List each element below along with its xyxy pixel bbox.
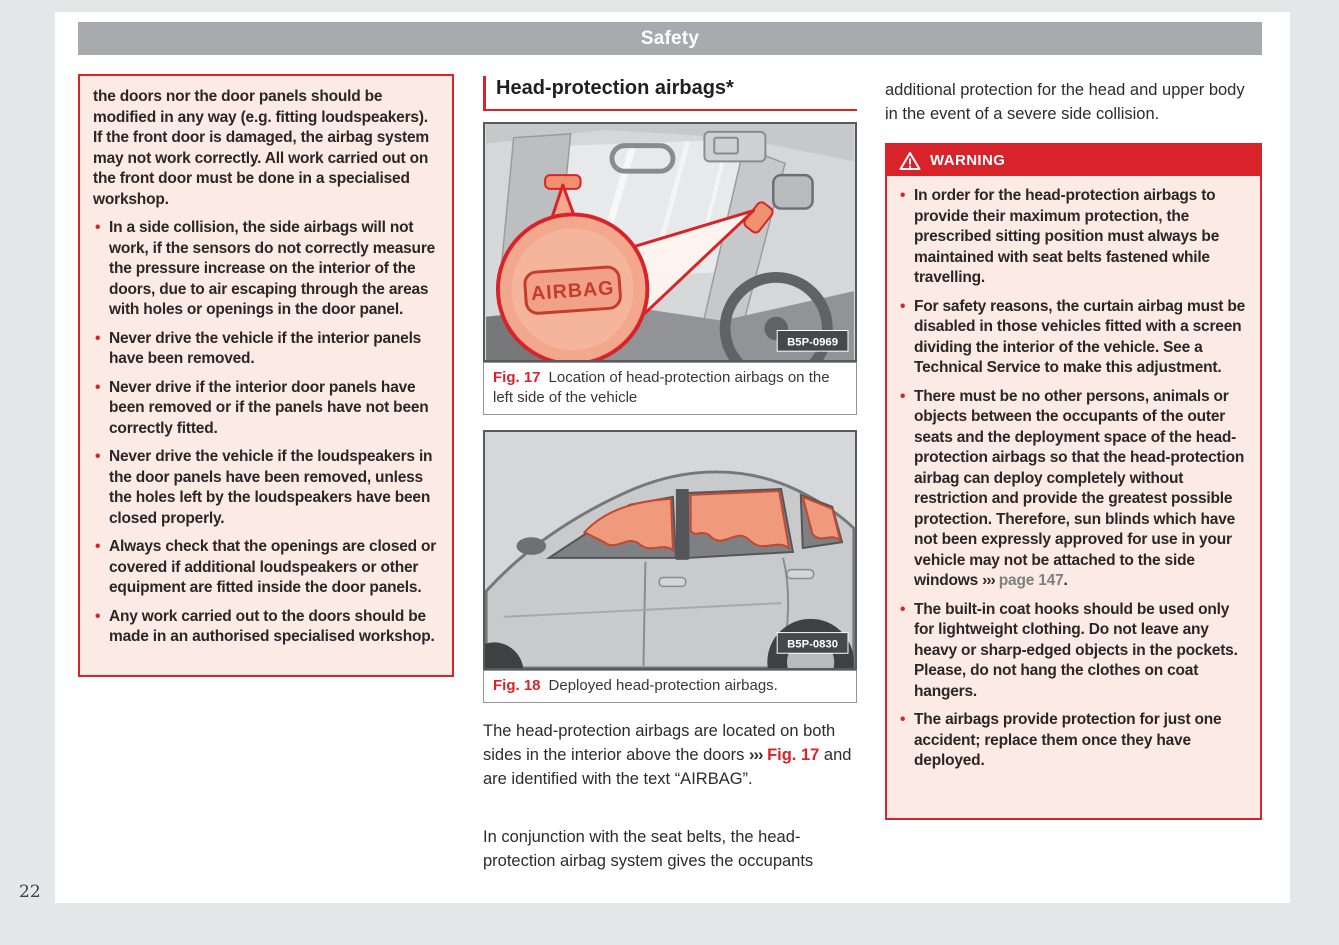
warning-bullet: • Never drive if the interior door panels have been removed or if the panels have not been correctly fitted. [93, 378, 439, 440]
figure-18-caption [483, 670, 857, 703]
warning-bullet: • Any work carried out to the doors should be made in an authorised specialised workshop. [93, 607, 439, 648]
warning-bullet: • In a side collision, the side airbags will not work, if the sensors do not correctly measure the pressure increase on the interior of the doors, due to air escaping through the areas with holes or openings in the door panel. [93, 218, 439, 321]
figure-caption-text: Deployed head-protection airbags. [548, 677, 778, 694]
figure-label: Fig. 17 [493, 369, 541, 386]
warning-icon [899, 151, 921, 171]
warning-body [887, 176, 1260, 790]
cross-ref-arrows: ››› [982, 572, 995, 589]
image-code: B5P-0830 [787, 638, 839, 651]
figure-17-caption [483, 362, 857, 415]
warning-bullet: • Never drive the vehicle if the loudspeakers in the door panels have been removed, unless the holes left by the loudspeakers have been closed properly. [93, 447, 439, 529]
figure-17-image [483, 122, 857, 362]
figure-18-image [483, 430, 857, 670]
warning-header [887, 145, 1260, 176]
figure-18 [483, 430, 857, 703]
page-number: 22 [19, 882, 41, 902]
section-header-bar [78, 22, 1262, 55]
paragraph-text: and are identified with the text “AIRBAG”. [483, 746, 852, 788]
warning-bullet: • Always check that the openings are closed or covered if additional loudspeakers or other equipment are fitted inside the door panels. [93, 537, 439, 599]
figure-label: Fig. 18 [493, 677, 541, 694]
body-paragraph [483, 719, 859, 791]
body-paragraph: In conjunction with the seat belts, the head-protection airbag system gives the occupants [483, 828, 814, 870]
page-title: Head-protection airbags* [483, 76, 857, 111]
figure-reference: Fig. 17 [762, 746, 820, 764]
body-paragraph: additional protection for the head and upper body in the event of a severe side collision. [885, 81, 1245, 123]
rearview-mirror [773, 175, 812, 208]
warning-bullet [898, 387, 1249, 592]
b-pillar [676, 489, 689, 560]
cross-ref-arrows: ››› [749, 746, 763, 764]
paragraph-text: The head-protection airbags are located on both sides in the interior above the doors [483, 722, 836, 764]
warning-bullet: • For safety reasons, the curtain airbag must be disabled in those vehicles fitted with a screen dividing the interior of the vehicle. See a Technical Service to make this adjustment. [898, 297, 1249, 379]
warning-title: WARNING [930, 152, 1006, 169]
warning-bullet: • The airbags provide protection for just one accident; replace them once they have deployed. [898, 710, 1249, 772]
warning-bullet: • Never drive the vehicle if the interior panels have been removed. [93, 329, 439, 370]
left-warning-box [78, 74, 454, 677]
figure-17 [483, 122, 857, 415]
airbag-label: AIRBAG [530, 277, 616, 305]
door-handle [787, 570, 814, 579]
image-code: B5P-0969 [787, 336, 839, 349]
section-title: Safety [640, 27, 700, 49]
figure-caption-text: Location of head-protection airbags on the left side of the vehicle [493, 369, 830, 406]
page-reference: page 147 [994, 572, 1064, 589]
warning-bullet: • The built-in coat hooks should be used only for lightweight clothing. Do not leave any heavy or sharp-edged objects in the pockets. Please, do not hang the clothes on coat hangers. [898, 600, 1249, 703]
side-mirror [517, 537, 547, 555]
warning-bullet: • In order for the head-protection airbags to provide their maximum protection, the prescribed sitting position must always be maintained with seat belts fastened while travelling. [898, 186, 1249, 289]
warning-continuation-text: the doors nor the door panels should be modified in any way (e.g. fitting loudspeakers). If the front door is damaged, the airbag system may not work correctly. All work carried out on the front door must be done in a specialised workshop. [93, 88, 429, 208]
warning-bullet-text: There must be no other persons, animals or objects between the occupants of the outer seats and the deployment space of the head-protection airbags so that the head-protection airbag can deploy completely without restriction and provide the greatest possible protection. Therefore, sun blinds which have not been expressly approved for use in your vehicle may not be attached to the side windows [914, 387, 1245, 589]
warning-box [885, 143, 1262, 820]
door-handle [659, 578, 686, 587]
warning-bullet-text: . [1063, 572, 1068, 589]
